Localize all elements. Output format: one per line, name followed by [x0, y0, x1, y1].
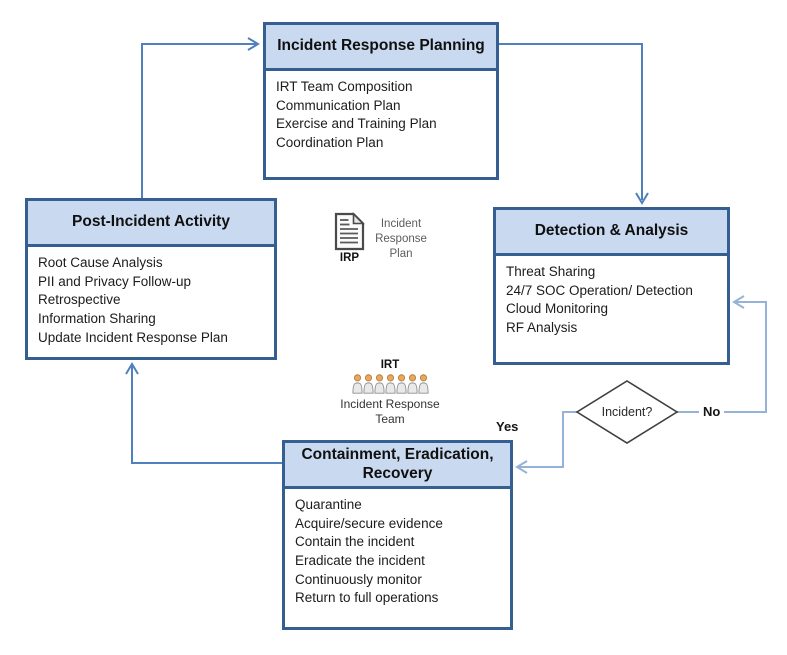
- stage-box-detection: [493, 207, 730, 365]
- list-item: Root Cause Analysis: [38, 255, 163, 270]
- stage-items-planning: [266, 71, 496, 153]
- irp-abbr-label: IRP: [339, 252, 360, 264]
- list-item: Quarantine: [295, 497, 362, 512]
- person-icon: [385, 373, 396, 395]
- list-item: Acquire/secure evidence: [295, 515, 443, 531]
- stage-box-planning: [263, 22, 499, 180]
- arrow-postincident-to-planning: [142, 38, 258, 198]
- stage-items-detection: [496, 256, 727, 338]
- person-icon: [374, 373, 385, 395]
- document-icon: [334, 212, 365, 251]
- irp-text-label: Incident Response Plan: [375, 218, 427, 261]
- list-item: Threat Sharing: [506, 264, 596, 279]
- person-icon: [363, 373, 374, 395]
- list-item: IRT Team Composition: [276, 79, 413, 94]
- list-item: Retrospective: [38, 292, 121, 308]
- stage-box-containment: [282, 440, 513, 630]
- person-icon: [418, 373, 429, 395]
- stage-title-post-incident: Post-Incident Activity: [28, 201, 274, 247]
- arrow-planning-to-detection: [499, 44, 648, 203]
- list-item: Exercise and Training Plan: [276, 116, 437, 132]
- person-icon: [396, 373, 407, 395]
- stage-items-containment: [285, 489, 510, 608]
- edge-label-yes: Yes: [492, 419, 522, 434]
- list-item: Communication Plan: [276, 97, 401, 113]
- arrow-yes-to-containment: [517, 412, 577, 473]
- stage-title-detection: Detection & Analysis: [496, 210, 727, 256]
- stage-title-containment: Containment, Eradication, Recovery: [285, 443, 510, 489]
- list-item: 24/7 SOC Operation/ Detection: [506, 282, 693, 298]
- decision-label: Incident?: [601, 405, 653, 419]
- irt-team-figure: [326, 359, 454, 426]
- list-item: Eradicate the incident: [295, 552, 425, 568]
- stage-box-post-incident: [25, 198, 277, 360]
- irt-text-label: Incident Response Team: [340, 397, 440, 426]
- irp-plan-figure: [334, 212, 430, 264]
- person-icon: [407, 373, 418, 395]
- list-item: Update Incident Response Plan: [38, 329, 228, 345]
- edge-label-no: No: [699, 404, 724, 419]
- stage-items-post-incident: [28, 247, 274, 347]
- list-item: Contain the incident: [295, 534, 415, 550]
- list-item: PII and Privacy Follow-up: [38, 273, 192, 289]
- irt-abbr-label: IRT: [380, 359, 400, 371]
- list-item: Coordination Plan: [276, 134, 384, 150]
- list-item: Information Sharing: [38, 310, 156, 326]
- stage-title-planning: Incident Response Planning: [266, 25, 496, 71]
- team-people-row: [352, 373, 429, 395]
- list-item: Continuously monitor: [295, 571, 422, 587]
- list-item: Cloud Monitoring: [506, 301, 609, 317]
- list-item: Return to full operations: [295, 590, 439, 606]
- person-icon: [352, 373, 363, 395]
- list-item: RF Analysis: [506, 319, 578, 335]
- arrow-containment-to-postincident: [126, 364, 282, 463]
